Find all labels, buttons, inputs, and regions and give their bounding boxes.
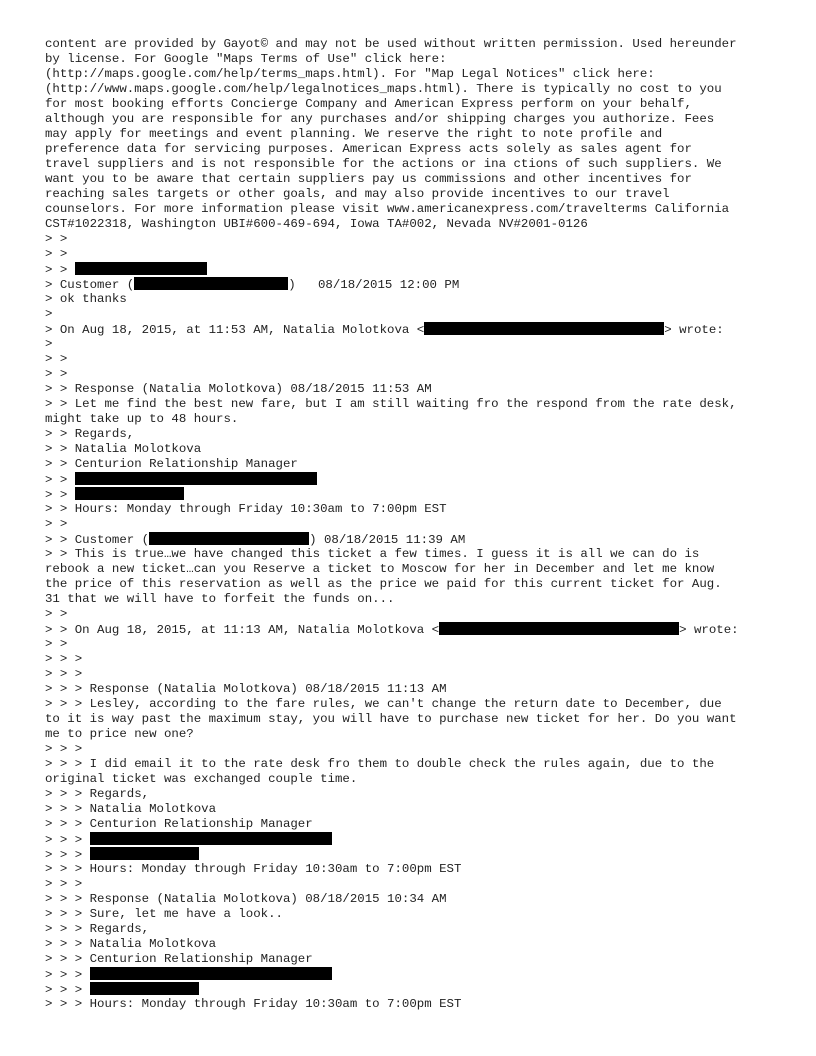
disclaimer-line: content are provided by Gayot© and may not be used without written permission. Used hereunder: [45, 37, 737, 51]
response-body-line: me to price new one?: [45, 727, 194, 741]
quote-marker: > >: [45, 517, 68, 531]
redaction-block: [90, 832, 332, 845]
email-thread: [45, 37, 785, 1012]
redacted-line: [45, 832, 785, 847]
signature-hours: > > > Hours: Monday through Friday 10:30am to 7:00pm EST: [45, 862, 462, 876]
wrote-suffix: > wrote:: [664, 323, 724, 337]
signature-hours: > > Hours: Monday through Friday 10:30am to 7:00pm EST: [45, 502, 447, 516]
quote-marker: > >: [45, 607, 68, 621]
quote-marker: > > >: [45, 667, 83, 681]
redaction-block: [75, 487, 184, 500]
wrote-suffix: > wrote:: [679, 623, 739, 637]
customer-message-line: the price of this reservation as well as the price we paid for this current ticket for Aug.: [45, 577, 722, 591]
quote-marker: > > >: [45, 877, 83, 891]
redaction-block: [90, 982, 199, 995]
signature-title: > > > Centurion Relationship Manager: [45, 952, 313, 966]
wrote-header: [45, 322, 785, 337]
redaction-block: [439, 622, 679, 635]
customer-message-line: 31 that we will have to forfeit the funds on...: [45, 592, 395, 606]
disclaimer-line: preference data for servicing purposes. American Express acts solely as sales agent for: [45, 142, 692, 156]
disclaimer-line: (http://www.maps.google.com/help/legalnotices_maps.html). There is typically no cost to you: [45, 82, 722, 96]
customer-message: > ok thanks: [45, 292, 127, 306]
signature-title: > > > Centurion Relationship Manager: [45, 817, 313, 831]
redaction-block: [90, 847, 199, 860]
quote-marker: > >: [45, 232, 68, 246]
redaction-block: [149, 532, 309, 545]
disclaimer-line: reaching sales targets or other goals, and may also provide incentives to our travel: [45, 187, 670, 201]
redacted-line: [45, 262, 785, 277]
response-header: > > > Response (Natalia Molotkova) 08/18/2015 10:34 AM: [45, 892, 447, 906]
customer-message-line: rebook a new ticket…can you Reserve a ticket to Moscow for her in December and let me know: [45, 562, 715, 576]
response-body-line: original ticket was exchanged couple time.: [45, 772, 358, 786]
wrote-header: [45, 622, 785, 637]
customer-timestamp: ) 08/18/2015 12:00 PM: [288, 278, 460, 292]
customer-label: > Customer (: [45, 278, 135, 292]
redacted-line: [45, 982, 785, 997]
redaction-block: [75, 262, 207, 275]
response-body-line: > > > Lesley, according to the fare rules, we can't change the return date to December, due: [45, 697, 722, 711]
response-body-line: to it is way past the maximum stay, you will have to purchase new ticket for her. Do you want: [45, 712, 737, 726]
quote-marker: > >: [45, 247, 68, 261]
quote-marker: >: [45, 307, 53, 321]
signature-title: > > Centurion Relationship Manager: [45, 457, 298, 471]
customer-timestamp: ) 08/18/2015 11:39 AM: [309, 533, 466, 547]
redacted-line: [45, 847, 785, 862]
response-body-line: > > > I did email it to the rate desk fro them to double check the rules again, due to the: [45, 757, 715, 771]
customer-label: > > Customer (: [45, 533, 150, 547]
response-body-line: might take up to 48 hours.: [45, 412, 239, 426]
response-body-line: > > Let me find the best new fare, but I am still waiting fro the respond from the rate desk,: [45, 397, 737, 411]
disclaimer-line: (http://maps.google.com/help/terms_maps.html). For "Map Legal Notices" click here:: [45, 67, 655, 81]
quote-marker: > >: [45, 367, 68, 381]
disclaimer-paragraph: [45, 37, 785, 232]
signature-hours: > > > Hours: Monday through Friday 10:30am to 7:00pm EST: [45, 997, 462, 1011]
disclaimer-line: travel suppliers and is not responsible for the actions or ina ctions of such suppliers. We: [45, 157, 722, 171]
customer-header: [45, 532, 785, 547]
disclaimer-line: counselors. For more information please visit www.americanexpress.com/travelterms California: [45, 202, 730, 216]
quote-marker: > >: [45, 352, 68, 366]
wrote-prefix: > On Aug 18, 2015, at 11:53 AM, Natalia Molotkova <: [45, 323, 425, 337]
signature-regards: > > > Regards,: [45, 922, 150, 936]
response-header: > > > Response (Natalia Molotkova) 08/18/2015 11:13 AM: [45, 682, 447, 696]
customer-header: [45, 277, 785, 292]
disclaimer-line: CST#1022318, Washington UBI#600-469-694, Iowa TA#002, Nevada NV#2001-0126: [45, 217, 588, 231]
quote-marker: > > >: [45, 848, 83, 862]
quote-marker: > >: [45, 473, 68, 487]
disclaimer-line: want you to be aware that certain suppliers pay us commissions and other incentives for: [45, 172, 692, 186]
quote-marker: > >: [45, 637, 68, 651]
quote-marker: > > >: [45, 833, 83, 847]
customer-message-line: > > This is true…we have changed this ticket a few times. I guess it is all we can do is: [45, 547, 700, 561]
redacted-line: [45, 487, 785, 502]
signature-regards: > > Regards,: [45, 427, 135, 441]
quote-marker: > > >: [45, 652, 83, 666]
disclaimer-line: by license. For Google "Maps Terms of Use" click here:: [45, 52, 447, 66]
quote-marker: > > >: [45, 742, 83, 756]
disclaimer-line: for most booking efforts Concierge Company and American Express perform on your behalf,: [45, 97, 692, 111]
disclaimer-line: although you are responsible for any purchases and/or shipping charges you authorize. Fees: [45, 112, 715, 126]
redaction-block: [134, 277, 288, 290]
signature-regards: > > > Regards,: [45, 787, 150, 801]
quote-marker: > > >: [45, 968, 83, 982]
quote-marker: > >: [45, 488, 68, 502]
quote-marker: > >: [45, 263, 68, 277]
redaction-block: [90, 967, 332, 980]
signature-name: > > > Natalia Molotkova: [45, 937, 217, 951]
redacted-line: [45, 472, 785, 487]
signature-name: > > Natalia Molotkova: [45, 442, 202, 456]
wrote-prefix: > > On Aug 18, 2015, at 11:13 AM, Natalia Molotkova <: [45, 623, 440, 637]
quote-marker: > > >: [45, 983, 83, 997]
response-body-line: > > > Sure, let me have a look..: [45, 907, 283, 921]
response-header: > > Response (Natalia Molotkova) 08/18/2015 11:53 AM: [45, 382, 432, 396]
redacted-line: [45, 967, 785, 982]
quote-marker: >: [45, 337, 53, 351]
redaction-block: [424, 322, 664, 335]
disclaimer-line: may apply for meetings and event planning. We reserve the right to note profile and: [45, 127, 663, 141]
redaction-block: [75, 472, 317, 485]
signature-name: > > > Natalia Molotkova: [45, 802, 217, 816]
